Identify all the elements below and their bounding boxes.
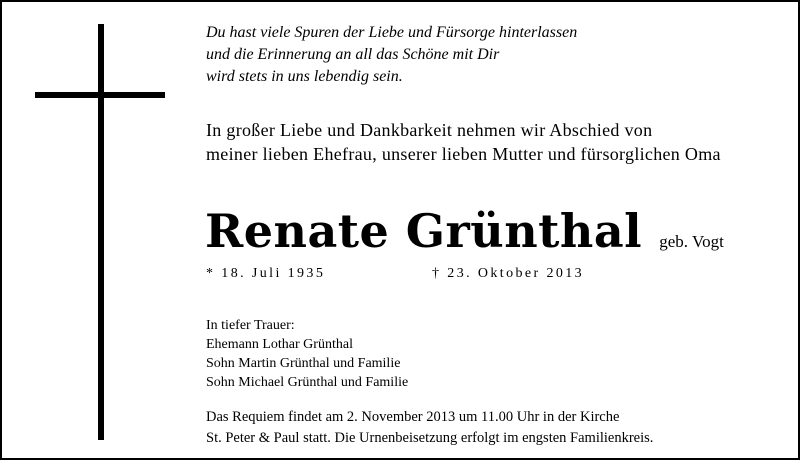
intro-line: In großer Liebe und Dankbarkeit nehmen wir Abschied von (206, 120, 653, 140)
poem-line: wird stets in uns lebendig sein. (206, 68, 403, 85)
maiden-name: geb. Vogt (659, 232, 724, 251)
poem-line: und die Erinnerung an all das Schöne mit Dir (206, 46, 500, 63)
mourner-entry: Sohn Michael Grünthal und Familie (206, 375, 409, 390)
deceased-name-row (205, 198, 724, 264)
mourner-entry: Ehemann Lothar Grünthal (206, 337, 353, 352)
cross-vertical-bar (98, 24, 104, 440)
memorial-poem (206, 22, 577, 88)
poem-line: Du hast viele Spuren der Liebe und Fürsorge hinterlassen (206, 24, 578, 41)
intro-line: meiner lieben Ehefrau, unserer lieben Mutter und fürsorglichen Oma (206, 144, 721, 164)
cross-horizontal-bar (35, 92, 165, 98)
birth-date: * 18. Juli 1935 (206, 266, 326, 281)
farewell-intro (206, 118, 721, 166)
service-line: Das Requiem findet am 2. November 2013 um 11.00 Uhr in der Kirche (206, 409, 620, 425)
deceased-name: Renate Grünthal (205, 204, 643, 258)
service-information (206, 407, 653, 449)
mourner-entry: Sohn Martin Grünthal und Familie (206, 356, 401, 371)
death-date: † 23. Oktober 2013 (432, 266, 585, 281)
mourners-list (206, 316, 408, 392)
service-line: St. Peter & Paul statt. Die Urnenbeisetzung erfolgt im engsten Familienkreis. (206, 430, 654, 446)
mourners-heading: In tiefer Trauer: (206, 318, 295, 333)
